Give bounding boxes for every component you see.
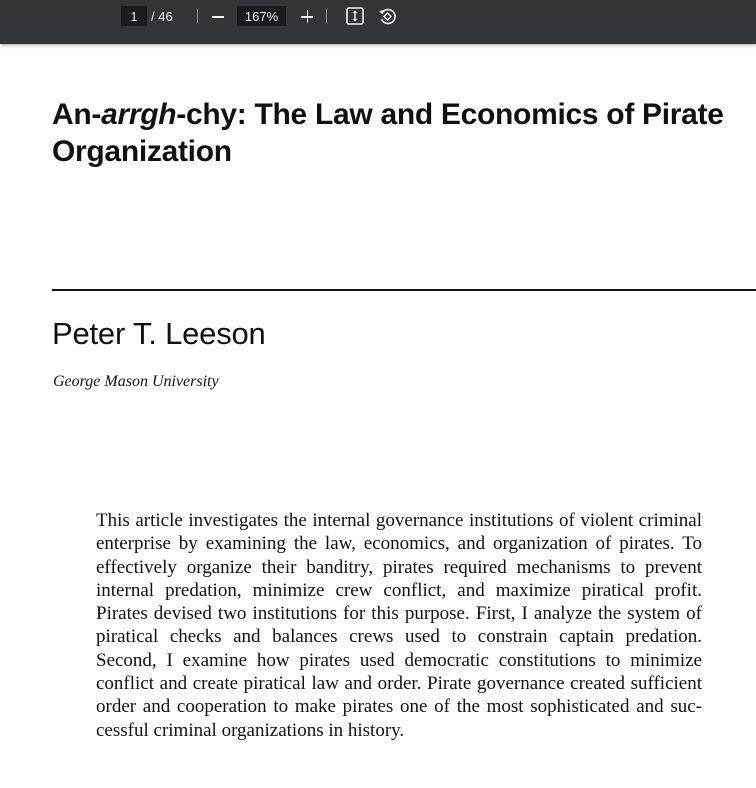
rotate-icon — [377, 6, 397, 26]
toolbar-divider — [326, 9, 327, 23]
toolbar-divider — [197, 9, 198, 23]
zoom-level-input[interactable] — [237, 6, 286, 26]
pdf-toolbar — [0, 0, 756, 44]
title-italic: arrgh — [101, 98, 177, 131]
author-affiliation: George Mason University — [53, 373, 219, 390]
title-suffix: -chy: The Law and Economics of Pirate Organization — [52, 98, 724, 168]
rotate-button[interactable] — [377, 6, 397, 26]
author-name: Peter T. Leeson — [52, 316, 266, 351]
fit-to-page-button[interactable] — [345, 6, 365, 26]
title-prefix: An- — [52, 98, 102, 131]
fit-to-page-icon — [345, 6, 365, 26]
pdf-page — [0, 44, 756, 788]
zoom-in-button[interactable] — [297, 6, 317, 26]
title-divider — [52, 289, 756, 291]
page-total: / 46 — [151, 9, 173, 24]
abstract-text: This article investigates the internal governance institutions of violent criminal enterprise by examining the law, economics, and organization of pirates. To effectively organize their banditry, pirates required mechanisms to prevent internal predation, minimize crew conflict, and maximize piratical profit. Pirates devised two institutions for this purpose. First, I analyze the system of piratical checks and balances crews used to constrain captain predation. Second, I examine how pirates used democratic constitutions to minimize conflict and create piratical law and order. Pirate governance created sufficient order and cooperation to make pirates one of the most sophisticated and successful criminal organizations in history. — [96, 510, 702, 741]
article-title — [52, 96, 752, 170]
page-number-input[interactable] — [121, 6, 147, 26]
zoom-out-button[interactable] — [208, 6, 228, 26]
